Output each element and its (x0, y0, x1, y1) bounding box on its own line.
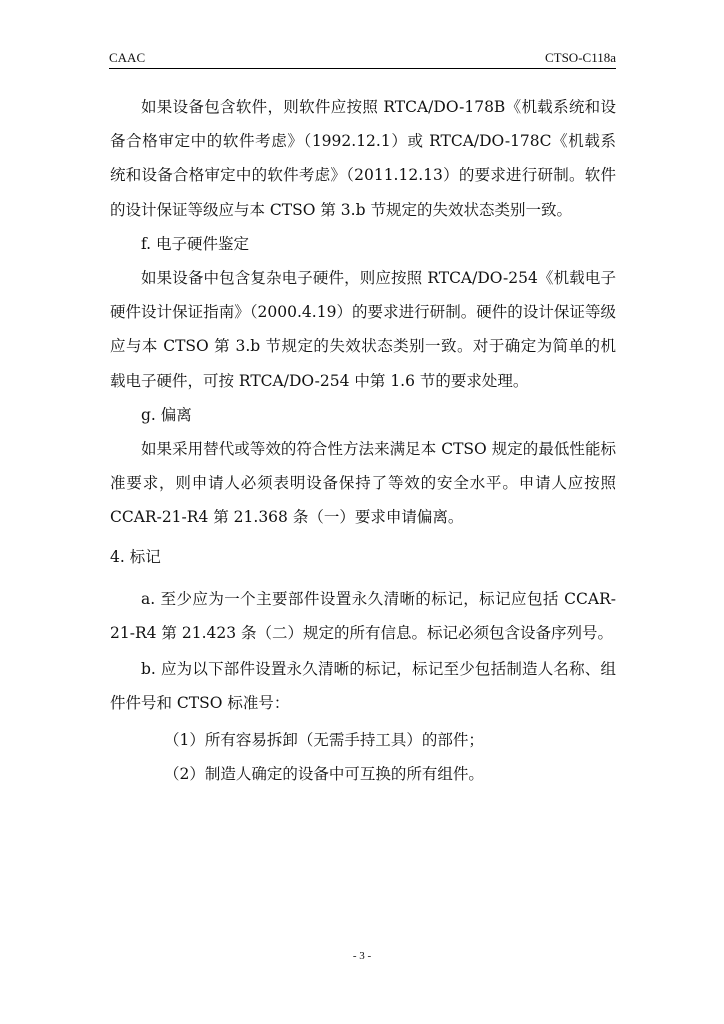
paragraph-hardware: 如果设备中包含复杂电子硬件，则应按照 RTCA/DO-254《机载电子硬件设计保证指南》（2000.4.19）的要求进行研制。硬件的设计保证等级应与本 CTSO 第 3.b 节规定的失效状态类别一致。对于确定为简单的机载电子硬件，可按 RTCA/DO-254 中第 1.6 节的要求处理。 (110, 269, 616, 390)
paragraph-deviation: 如果采用替代或等效的符合性方法来满足本 CTSO 规定的最低性能标准要求，则申请人必须表明设备保持了等效的安全水平。申请人应按照 CCAR-21-R4 第 21.368 条（一）要求申请偏离。 (110, 440, 616, 527)
paragraph-marking-b: b. 应为以下部件设置永久清晰的标记，标记至少包括制造人名称、组件件号和 CTSO 标准号： (110, 660, 616, 713)
heading-g-deviation: g. 偏离 (141, 405, 192, 424)
page-header (109, 48, 616, 69)
header-doc-id: CTSO-C118a (544, 50, 616, 65)
page-number: - 3 - (352, 950, 372, 962)
paragraph-software: 如果设备包含软件，则软件应按照 RTCA/DO-178B《机载系统和设备合格审定中的软件考虑》（1992.12.1）或 RTCA/DO-178C《机载系统和设备合格审定中的软件考虑》（2011.12.13）的要求进行研制。软件的设计保证等级应与本 CTSO 第 3.b 节规定的失效状态类别一致。 (110, 98, 616, 219)
header-org: CAAC (109, 50, 146, 65)
list-item-1: （1）所有容易拆卸（无需手持工具）的部件； (164, 730, 484, 749)
list-item-2: （2）制造人确定的设备中可互换的所有组件。 (164, 764, 484, 783)
paragraph-marking-a: a. 至少应为一个主要部件设置永久清晰的标记，标记应包括 CCAR-21-R4 第 21.423 条（二）规定的所有信息。标记必须包含设备序列号。 (110, 589, 616, 643)
page-body (110, 90, 616, 791)
heading-4-marking: 4. 标记 (110, 547, 161, 566)
heading-f-electronic-hardware: f. 电子硬件鉴定 (141, 234, 250, 253)
